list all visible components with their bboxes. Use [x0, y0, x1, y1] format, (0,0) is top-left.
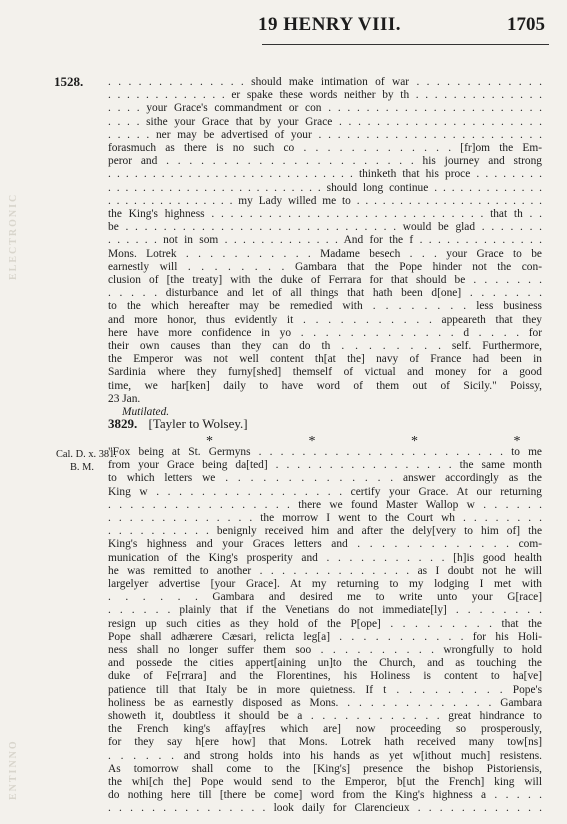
text-line: forasmuch as there is no such co . . . . . . . . . . . . . [fr]om the Em-	[108, 142, 542, 155]
page-header	[0, 10, 567, 50]
text-line: As tomorrow shall come to the [King's] presence the bishop Pistoriensis,	[108, 762, 542, 775]
text-line: the King's highness . . . . . . . . . . . . . . . . . . . . . . . . . . . . . that th . .	[108, 208, 542, 221]
text-line: 23 Jan.	[108, 392, 141, 405]
text-line: to which letters we . . . . . . . . . . . . . . answer accordingly as the	[108, 472, 542, 485]
text-line: . . . . . . and strong holds into his hands as yet w[ithout much] resistens.	[108, 749, 542, 762]
text-line: to the which hereafter may be remedied with . . . . . . . . less business	[108, 300, 542, 313]
text-line: . . . . . . . . . . . . . . . look daily for Clarencieux . . . . . . . . . . . .	[108, 802, 542, 815]
text-line: . . . . . . . . . . . . . . . . . . . . . . . . . . . . thinketh that his proce . . . . . . . .	[108, 168, 542, 181]
text-line: . . . . . disturbance and let of all things that hath been d[one] . . . . . . .	[108, 287, 542, 300]
text-line: King's highness and your Graces letters and . . . . . . . . . . . . . com-	[108, 538, 542, 551]
page-number: 1705	[507, 14, 545, 35]
text-line: . . . . . . Gambara and desired me to write unto your G[race]	[108, 591, 542, 604]
text-line: . . . . . . plainly that if the Venetians do not immediate[ly] . . . . . . . .	[108, 604, 542, 617]
year-marker: 1528.	[54, 74, 84, 89]
text-line: their own causes than they can do th . . . . . . . . self. Furthermore,	[108, 340, 542, 353]
text-line: Mons. Lotrek . . . . . . . . . . . Madame besech . . . your Grace to be	[108, 247, 542, 260]
text-line: resign up such cities as they hold of the P[ope] . . . . . . . . . that the	[108, 617, 542, 630]
watermark: ENTINNO	[8, 739, 19, 800]
text-line: munication of the King's prosperity and . . . . . . . . . . . [h]is good health	[108, 551, 542, 564]
text-line: the French king's affay[res which are] now proceeding so prosperously,	[108, 723, 542, 736]
text-block-2	[108, 446, 542, 816]
sidenote-source: B. M.	[70, 462, 94, 473]
text-line: here have more confidence in yo . . . . . . . . . . . . . d . . . . for	[108, 326, 542, 339]
text-line: for they say h[ere how] that Mons. Lotrek hath received many tow[ns]	[108, 736, 542, 749]
text-line: . . . . . . . . . . . . . . . . . there we found Master Wallop w . . . . . .	[108, 498, 542, 511]
text-line: . . . . . . . . . . benignly received him and after the dely[very to him of] the	[108, 525, 542, 538]
text-line: be . . . . . . . . . . . . . . . . . . . . . . . . . . . . . would be glad . . . . . . .	[108, 221, 542, 234]
text-line: holiness be as earnestly disposed as Mons. . . . . . . . . . . . . . Gambara	[108, 696, 542, 709]
text-line: . . . . . . not in som . . . . . . . . . . . . . And for the f . . . . . . . . . . . . . .	[108, 234, 542, 247]
text-line: largelyer advertise [your Grace]. At my returning to my lodging I met with	[108, 578, 542, 591]
text-line: showeth it, doubtless it should be a . . . . . . . . . . . . great hindrance to	[108, 710, 542, 723]
text-line: patience till that Italy be in more quietness. If t . . . . . . . . . Pope's	[108, 683, 542, 696]
text-line: duke of Fe[rrara] and the Florentines, his Holiness is content to ha[ve]	[108, 670, 542, 683]
text-line: the Emperor was not well content th[at the] navy of France had been in	[108, 353, 542, 366]
text-line: time, we har[ken] daily to have word of them out of Sicily." Poissy,	[108, 379, 542, 392]
text-block-1	[108, 76, 542, 419]
entry-title: [Tayler to Wolsey.]	[148, 416, 248, 431]
page-title: 19 HENRY VIII.	[258, 14, 402, 35]
text-line: . . . . . . . . . . . . . . the morrow I went to the Court wh . . . . . . . .	[108, 512, 542, 525]
text-line: "Fox being at St. Germyns . . . . . . . . . . . . . . . . . . . . . . . to me	[108, 446, 542, 458]
text-line: Sardinia where they furny[shed] themself of victual and money for a good	[108, 366, 542, 379]
entry-number: 3829.	[108, 416, 138, 431]
text-line: . . . . . . . . . . . . . . . my Lady willed me to . . . . . . . . . . . . . . . . . . . . . .	[108, 194, 542, 207]
entry-marks: * * * *	[206, 434, 567, 449]
text-line: Pope shall adhærere Cæsari, relicta leg[a] . . . . . . . . . . . for his Holi-	[108, 630, 542, 643]
text-line: . . . . . . . . . . . . . . should make intimation of war . . . . . . . . . . . . .	[108, 76, 542, 88]
text-line: he was remitted to another . . . . . . . . . . . . . . as I doubt not he will	[108, 564, 542, 577]
text-line: and possede the cities appert[aining un]to the Church, and as touching the	[108, 657, 542, 670]
text-line: . . . . . . . . . . . . . er spake these words neither by th . . . . . . . . . . . . . .	[108, 89, 542, 102]
text-line: peror and . . . . . . . . . . . . . . . . . . . . . . his journey and strong	[108, 155, 542, 168]
sidenote-ref: Cal. D. x. 381.	[56, 449, 117, 460]
text-line: clusion of [the treaty] with the duke of Ferrara for that should be . . . . . . .	[108, 274, 542, 287]
mutilated-note: Mutilated.	[122, 406, 170, 419]
text-line: and more honor, thus evidently it . . . . . . . . . . . appeareth that they	[108, 313, 542, 326]
text-line: the whi[ch the] Pope would send to the Emperor, b[ut the French] king will	[108, 776, 542, 789]
text-line: King w . . . . . . . . . . . . . . . . . certify your Grace. At our returning	[108, 485, 542, 498]
entry-heading	[108, 416, 248, 432]
text-line: . . . . . ner may be advertised of your . . . . . . . . . . . . . . . . . . . . . . . .	[108, 128, 542, 141]
text-line: from your Grace being da[ted] . . . . . . . . . . . . . . . . . the same month	[108, 459, 542, 472]
text-line: . . . . your Grace's commandment or con . . . . . . . . . . . . . . . . . . . . . . .	[108, 102, 542, 115]
text-line: . . . . . . . . . . . . . . . . . . . . . . . . . should long continue . . . . . . . . . . . . .	[108, 181, 542, 194]
watermark: ELECTRONIC	[8, 192, 19, 280]
text-line: ness shall no longer suffer them soo . . . . . . . . . . wrongfully to hold	[108, 644, 542, 657]
header-rule	[262, 44, 549, 45]
text-line: do nothing here till [there be come] word from the King's highness a . . . . .	[108, 789, 542, 802]
text-line: earnestly will . . . . . . . . Gambara that the Pope hinder not the con-	[108, 260, 542, 273]
text-line: . . . . sithe your Grace that by your Grace . . . . . . . . . . . . . . . . . . . . . .	[108, 115, 542, 128]
